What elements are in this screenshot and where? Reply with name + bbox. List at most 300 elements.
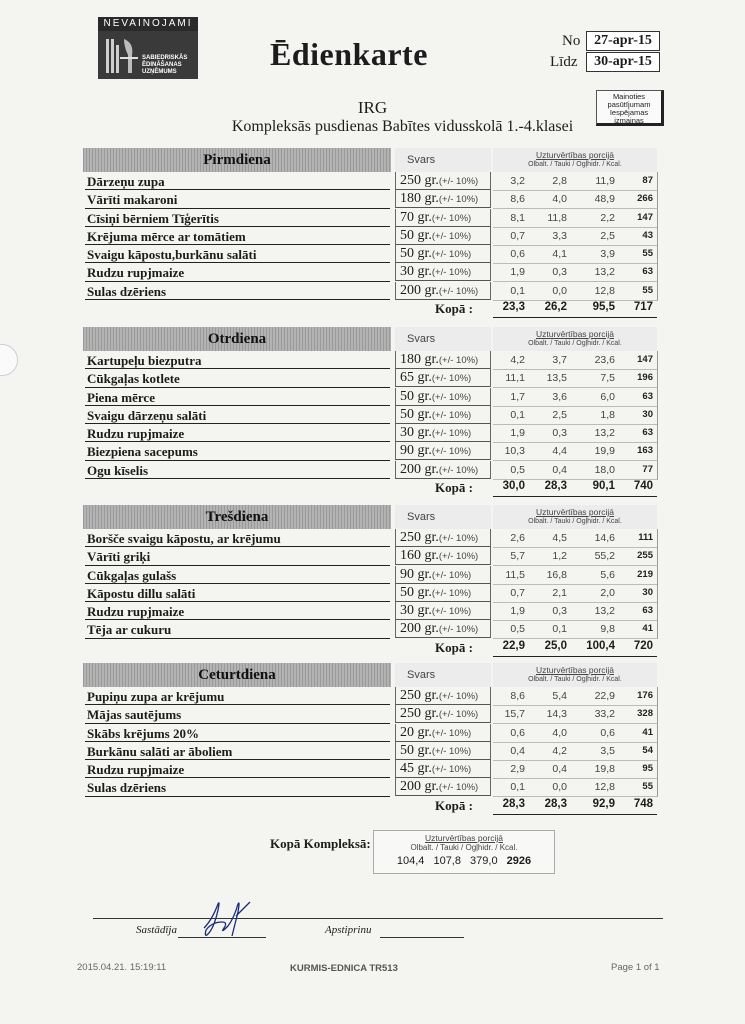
day-total-label: Kopā : xyxy=(435,301,473,317)
dish-weight xyxy=(395,351,491,369)
total-kcal: 740 xyxy=(633,480,653,493)
dish-nutrition xyxy=(493,760,658,779)
dish-name: Burkānu salāti ar āboliem xyxy=(87,743,233,759)
weight-column-header: Svars xyxy=(395,327,491,351)
carbs-value: 13,2 xyxy=(594,427,615,440)
menu-item-row xyxy=(83,227,658,245)
day-total-row xyxy=(83,479,658,497)
menu-item-row xyxy=(83,566,658,584)
carbs-value: 48,9 xyxy=(594,193,615,206)
menu-item-row xyxy=(83,424,658,442)
carbs-value: 13,2 xyxy=(594,605,615,618)
dish-weight xyxy=(395,547,491,565)
day-section xyxy=(83,663,658,815)
day-name: Ceturtdiena xyxy=(83,663,391,687)
weight-column-header: Svars xyxy=(395,505,491,529)
protein-value: 1,9 xyxy=(510,427,525,440)
protein-value: 1,7 xyxy=(510,390,525,403)
dish-nutrition xyxy=(493,282,658,301)
protein-value: 0,4 xyxy=(510,744,525,757)
logo-top-text: NEVAINOJAMI xyxy=(98,17,198,31)
apstiprinu-line xyxy=(380,937,464,938)
weight-value: 70 gr. xyxy=(400,209,432,225)
carbs-value: 0,6 xyxy=(600,726,615,739)
protein-value: 0,6 xyxy=(510,726,525,739)
day-section xyxy=(83,505,658,657)
menu-item-row xyxy=(83,724,658,742)
menu-item-row xyxy=(83,388,658,406)
dish-nutrition xyxy=(493,705,658,724)
weight-value: 160 gr. xyxy=(400,548,439,564)
menu-item-row xyxy=(83,602,658,620)
dish-weight xyxy=(395,461,491,479)
total-protein: 22,9 xyxy=(502,639,525,652)
logo-line: ĒDINĀŠANAS xyxy=(142,62,182,68)
dish-weight xyxy=(395,705,491,723)
dish-name: Biezpiena sacepums xyxy=(87,444,198,460)
carbs-value: 33,2 xyxy=(594,708,615,721)
grand-total-values xyxy=(374,855,554,867)
kcal-value: 55 xyxy=(642,781,653,793)
carbs-value: 7,5 xyxy=(600,372,615,385)
weight-tolerance: (+/- 10%) xyxy=(438,285,479,297)
dish-nutrition xyxy=(493,227,658,246)
grand-total-label: Kopā Kompleksā: xyxy=(270,836,371,851)
fat-value: 2,8 xyxy=(552,175,567,187)
dish-name: Kāpostu dillu salāti xyxy=(87,585,196,601)
dish-nutrition xyxy=(493,209,658,228)
protein-value: 8,6 xyxy=(510,193,525,206)
no-label: No xyxy=(562,33,581,49)
dish-nutrition xyxy=(493,388,658,407)
fat-value: 0,3 xyxy=(552,266,567,279)
dish-nutrition xyxy=(493,724,658,743)
nutrition-column-header xyxy=(493,505,657,529)
total-kcal: 717 xyxy=(633,301,653,314)
nutrition-subtitle: Olbalt. / Tauki / Ogļhidr. / Kcal. xyxy=(528,518,622,525)
dish-weight xyxy=(395,190,491,208)
dish-nutrition xyxy=(493,742,658,761)
dish-weight xyxy=(395,282,491,300)
menu-item-row xyxy=(83,172,658,190)
dish-weight xyxy=(395,245,491,263)
day-header xyxy=(83,505,658,529)
sastadija-label: Sastādīja xyxy=(136,924,177,936)
dish-weight xyxy=(395,620,491,638)
apstiprinu-label: Apstiprinu xyxy=(325,924,372,936)
day-name: Pirmdiena xyxy=(83,148,391,172)
menu-item-row xyxy=(83,209,658,227)
total-underline xyxy=(493,317,657,318)
date-to-field: 30-apr-15 xyxy=(586,52,660,72)
weight-tolerance: (+/- 10%) xyxy=(431,267,472,279)
footer-timestamp: 2015.04.21. 15:19:11 xyxy=(77,962,167,973)
company-logo xyxy=(98,17,198,79)
total-carbs: 95,5 xyxy=(592,301,615,314)
weight-column-header: Svars xyxy=(395,663,491,687)
fat-value: 4,5 xyxy=(552,532,567,544)
fat-value: 3,6 xyxy=(552,390,567,403)
dish-weight xyxy=(395,369,491,387)
dish-weight xyxy=(395,406,491,424)
weight-value: 200 gr. xyxy=(400,779,439,795)
dish-weight xyxy=(395,227,491,245)
dish-nutrition xyxy=(493,190,658,209)
total-fat: 26,2 xyxy=(544,301,567,314)
protein-value: 0,7 xyxy=(510,229,525,242)
weight-value: 50 gr. xyxy=(400,388,432,404)
grand-total-fat: 107,8 xyxy=(433,855,461,867)
protein-value: 0,5 xyxy=(510,623,525,636)
day-section xyxy=(83,148,658,318)
weight-tolerance: (+/- 10%) xyxy=(431,428,472,440)
dish-weight xyxy=(395,584,491,602)
dish-name: Boršče svaigu kāpostu, ar krējumu xyxy=(87,531,281,546)
weight-value: 250 gr. xyxy=(400,530,439,545)
weight-value: 90 gr. xyxy=(400,566,432,582)
dish-nutrition xyxy=(493,584,658,603)
fat-value: 0,3 xyxy=(552,605,567,618)
kcal-value: 147 xyxy=(637,354,653,365)
dish-nutrition xyxy=(493,245,658,264)
dish-weight xyxy=(395,760,491,778)
fat-value: 2,1 xyxy=(552,586,567,599)
nutrition-column-header xyxy=(493,327,657,351)
fork-knife-building-icon xyxy=(104,35,140,75)
grand-total-box xyxy=(373,830,555,874)
dish-weight xyxy=(395,724,491,742)
total-kcal: 720 xyxy=(633,639,653,652)
dish-name: Ogu kīselis xyxy=(87,462,149,478)
kcal-value: 41 xyxy=(642,623,653,635)
kcal-value: 41 xyxy=(642,726,653,738)
dish-weight xyxy=(395,172,491,190)
dish-name: Rudzu rupjmaize xyxy=(87,604,185,620)
kcal-value: 95 xyxy=(642,763,653,775)
weight-value: 30 gr. xyxy=(400,264,432,280)
weight-tolerance: (+/- 10%) xyxy=(431,373,472,385)
dish-name: Tēja ar cukuru xyxy=(87,622,172,638)
weight-value: 90 gr. xyxy=(400,443,432,459)
signature-rule xyxy=(93,918,663,919)
menu-item-row xyxy=(83,547,658,565)
dish-nutrition xyxy=(493,566,658,585)
menu-item-row xyxy=(83,705,658,723)
footer-page: Page 1 of 1 xyxy=(611,962,660,973)
total-carbs: 100,4 xyxy=(586,639,615,652)
weight-value: 180 gr. xyxy=(400,191,439,207)
dish-name: Skābs krējums 20% xyxy=(87,725,199,741)
logo-line: UZŅĒMUMS xyxy=(142,69,177,75)
protein-value: 2,9 xyxy=(510,763,525,776)
dish-nutrition xyxy=(493,602,658,621)
carbs-value: 5,6 xyxy=(600,568,615,581)
kcal-value: 55 xyxy=(642,284,653,296)
total-kcal: 748 xyxy=(633,797,653,810)
carbs-value: 3,9 xyxy=(600,248,615,261)
kcal-value: 30 xyxy=(642,408,653,420)
carbs-value: 22,9 xyxy=(594,690,615,702)
dish-nutrition xyxy=(493,620,658,639)
kcal-value: 77 xyxy=(642,463,653,475)
total-carbs: 90,1 xyxy=(592,480,615,493)
total-protein: 30,0 xyxy=(502,480,525,493)
protein-value: 8,1 xyxy=(510,211,525,224)
kcal-value: 266 xyxy=(637,193,653,205)
fat-value: 5,4 xyxy=(552,690,567,702)
fat-value: 0,4 xyxy=(552,763,567,776)
kcal-value: 63 xyxy=(642,390,653,402)
fat-value: 0,3 xyxy=(552,427,567,440)
carbs-value: 6,0 xyxy=(600,390,615,403)
logo-line: SABIEDRISKĀS xyxy=(142,55,188,61)
weight-value: 200 gr. xyxy=(400,621,439,637)
dish-name: Svaigu dārzeņu salāti xyxy=(87,407,207,423)
fat-value: 4,2 xyxy=(552,744,567,757)
weight-tolerance: (+/- 10%) xyxy=(431,569,472,581)
dish-nutrition xyxy=(493,547,658,566)
kcal-value: 87 xyxy=(642,175,653,186)
protein-value: 0,6 xyxy=(510,248,525,261)
weight-value: 50 gr. xyxy=(400,584,432,600)
weight-tolerance: (+/- 10%) xyxy=(431,230,472,242)
dish-name: Svaigu kāpostu,burkānu salāti xyxy=(87,247,257,263)
weight-tolerance: (+/- 10%) xyxy=(438,194,479,206)
protein-value: 0,7 xyxy=(510,586,525,599)
dish-name: Krējuma mērce ar tomātiem xyxy=(87,228,246,244)
weight-tolerance: (+/- 10%) xyxy=(431,409,472,421)
grand-total-kcal: 2926 xyxy=(506,855,532,867)
carbs-value: 12,8 xyxy=(594,781,615,794)
day-total-label: Kopā : xyxy=(435,639,473,655)
carbs-value: 55,2 xyxy=(594,550,615,563)
nutrition-title: Uzturvērtības porcijā xyxy=(536,150,614,160)
dish-name: Rudzu rupjmaize xyxy=(87,762,185,778)
logo-text xyxy=(142,55,198,76)
carbs-value: 3,5 xyxy=(600,744,615,757)
dish-name: Cīsiņi bērniem Tīģerītis xyxy=(87,210,219,226)
protein-value: 5,7 xyxy=(510,550,525,563)
weight-value: 65 gr. xyxy=(400,370,432,386)
dish-weight xyxy=(395,424,491,442)
lidz-label: Līdz xyxy=(550,54,578,70)
carbs-value: 23,6 xyxy=(594,354,615,366)
dish-name: Pupiņu zupa ar krējumu xyxy=(87,689,225,704)
weight-value: 20 gr. xyxy=(400,724,432,740)
day-total-row xyxy=(83,300,658,318)
weight-value: 45 gr. xyxy=(400,761,432,777)
weight-tolerance: (+/- 10%) xyxy=(431,727,472,739)
dish-name: Vārīti griķi xyxy=(87,549,151,565)
dish-weight xyxy=(395,529,491,547)
dish-nutrition xyxy=(493,369,658,388)
carbs-value: 18,0 xyxy=(594,463,615,476)
weight-tolerance: (+/- 10%) xyxy=(438,624,479,636)
kcal-value: 219 xyxy=(637,568,653,580)
kcal-value: 30 xyxy=(642,586,653,598)
weight-tolerance: (+/- 10%) xyxy=(431,764,472,776)
dish-weight xyxy=(395,742,491,760)
menu-item-row xyxy=(83,461,658,479)
fat-value: 0,1 xyxy=(552,623,567,636)
day-total-label: Kopā : xyxy=(435,797,473,813)
day-section xyxy=(83,327,658,497)
weight-tolerance: (+/- 10%) xyxy=(431,587,472,599)
dish-nutrition xyxy=(493,424,658,443)
weight-value: 30 gr. xyxy=(400,603,432,619)
weight-value: 250 gr. xyxy=(400,173,439,188)
carbs-value: 19,8 xyxy=(594,763,615,776)
protein-value: 3,2 xyxy=(510,175,525,187)
weight-value: 250 gr. xyxy=(400,706,439,722)
protein-value: 11,1 xyxy=(505,372,525,385)
dish-nutrition xyxy=(493,172,658,191)
kcal-value: 43 xyxy=(642,229,653,241)
weight-value: 50 gr. xyxy=(400,742,432,758)
weight-tolerance: (+/- 10%) xyxy=(438,533,479,544)
total-underline xyxy=(493,814,657,815)
carbs-value: 9,8 xyxy=(600,623,615,636)
protein-value: 1,9 xyxy=(510,605,525,618)
nutrition-title: Uzturvērtības porcijā xyxy=(536,507,614,517)
menu-item-row xyxy=(83,529,658,547)
weight-tolerance: (+/- 10%) xyxy=(438,551,479,563)
dish-nutrition xyxy=(493,461,658,480)
fat-value: 2,5 xyxy=(552,408,567,421)
fat-value: 4,1 xyxy=(552,248,567,261)
protein-value: 1,9 xyxy=(510,266,525,279)
dish-weight xyxy=(395,442,491,460)
fat-value: 4,0 xyxy=(552,726,567,739)
weight-tolerance: (+/- 10%) xyxy=(438,176,479,187)
day-total-row xyxy=(83,639,658,657)
fat-value: 16,8 xyxy=(546,568,567,581)
dish-weight xyxy=(395,566,491,584)
weight-tolerance: (+/- 10%) xyxy=(431,606,472,618)
carbs-value: 2,5 xyxy=(600,229,615,242)
dish-nutrition xyxy=(493,442,658,461)
nutrition-column-header xyxy=(493,663,657,687)
carbs-value: 2,2 xyxy=(600,211,615,224)
dish-name: Vārīti makaroni xyxy=(87,192,178,208)
menu-item-row xyxy=(83,760,658,778)
kcal-value: 55 xyxy=(642,248,653,260)
protein-value: 0,1 xyxy=(510,781,525,794)
dish-nutrition xyxy=(493,263,658,282)
nutrition-subtitle: Olbalt. / Tauki / Ogļhidr. / Kcal. xyxy=(528,676,622,683)
total-fat: 25,0 xyxy=(544,639,567,652)
dish-nutrition xyxy=(493,687,658,706)
protein-value: 0,1 xyxy=(510,284,525,297)
fat-value: 0,0 xyxy=(552,781,567,794)
nutrition-column-header xyxy=(493,148,657,172)
kcal-value: 111 xyxy=(638,532,653,543)
carbs-value: 2,0 xyxy=(600,586,615,599)
weight-column-header: Svars xyxy=(395,148,491,172)
day-total-label: Kopā : xyxy=(435,480,473,496)
notice-line: Mainoties xyxy=(612,92,646,101)
total-protein: 23,3 xyxy=(502,301,525,314)
weight-value: 50 gr. xyxy=(400,246,432,262)
weight-tolerance: (+/- 10%) xyxy=(438,782,479,794)
day-header xyxy=(83,663,658,687)
menu-item-row xyxy=(83,584,658,602)
menu-item-row xyxy=(83,351,658,369)
weight-tolerance: (+/- 10%) xyxy=(438,464,479,476)
day-name: Otrdiena xyxy=(83,327,391,351)
dish-nutrition xyxy=(493,406,658,425)
kcal-value: 196 xyxy=(637,372,653,384)
carbs-value: 19,9 xyxy=(594,445,615,458)
protein-value: 10,3 xyxy=(504,445,525,458)
fat-value: 0,0 xyxy=(552,284,567,297)
weight-tolerance: (+/- 10%) xyxy=(431,249,472,261)
dish-weight xyxy=(395,209,491,227)
grand-total-carbs: 379,0 xyxy=(470,855,498,867)
nutrition-title: Uzturvērtības porcijā xyxy=(536,665,614,675)
dish-weight xyxy=(395,687,491,705)
carbs-value: 11,9 xyxy=(595,175,615,187)
weight-tolerance: (+/- 10%) xyxy=(431,212,472,224)
grand-total-protein: 104,4 xyxy=(396,855,425,867)
fat-value: 13,5 xyxy=(546,372,567,385)
day-name: Trešdiena xyxy=(83,505,391,529)
weight-value: 250 gr. xyxy=(400,688,439,703)
fat-value: 4,0 xyxy=(552,193,567,206)
protein-value: 15,7 xyxy=(504,708,525,721)
nutrition-subtitle: Olbalt. / Tauki / Ogļhidr. / Kcal. xyxy=(528,161,622,168)
menu-item-row xyxy=(83,778,658,796)
menu-item-row xyxy=(83,190,658,208)
carbs-value: 12,8 xyxy=(594,284,615,297)
menu-item-row xyxy=(83,369,658,387)
dish-name: Sulas dzēriens xyxy=(87,780,167,796)
protein-value: 4,2 xyxy=(510,354,525,366)
dish-name: Rudzu rupjmaize xyxy=(87,265,185,281)
weight-value: 200 gr. xyxy=(400,461,439,477)
weight-tolerance: (+/- 10%) xyxy=(438,691,479,702)
total-underline xyxy=(493,656,657,657)
fat-value: 0,4 xyxy=(552,463,567,476)
menu-item-row xyxy=(83,282,658,300)
weight-tolerance: (+/- 10%) xyxy=(431,745,472,757)
carbs-value: 1,8 xyxy=(600,408,615,421)
fat-value: 14,3 xyxy=(546,708,567,721)
day-total-row xyxy=(83,797,658,815)
kcal-value: 255 xyxy=(637,550,653,562)
nutrition-title: Uzturvērtības porcijā xyxy=(536,329,614,339)
date-from-field: 27-apr-15 xyxy=(586,31,660,51)
organization-name: IRG xyxy=(357,98,388,117)
kcal-value: 54 xyxy=(642,744,653,756)
fat-value: 3,7 xyxy=(552,354,567,366)
dish-weight xyxy=(395,263,491,281)
grand-total-subtitle: Olbalt. / Tauki / Ogļhidr. / Kcal. xyxy=(410,843,518,852)
punch-hole xyxy=(0,344,18,376)
weight-tolerance: (+/- 10%) xyxy=(431,446,472,458)
menu-item-row xyxy=(83,620,658,638)
menu-item-row xyxy=(83,742,658,760)
menu-item-row xyxy=(83,245,658,263)
protein-value: 0,1 xyxy=(510,408,525,421)
weight-value: 180 gr. xyxy=(400,352,439,367)
dish-name: Piena mērce xyxy=(87,389,155,405)
weight-tolerance: (+/- 10%) xyxy=(438,355,479,366)
carbs-value: 13,2 xyxy=(594,266,615,279)
dish-nutrition xyxy=(493,778,658,797)
dish-nutrition xyxy=(493,529,658,548)
dish-weight xyxy=(395,602,491,620)
